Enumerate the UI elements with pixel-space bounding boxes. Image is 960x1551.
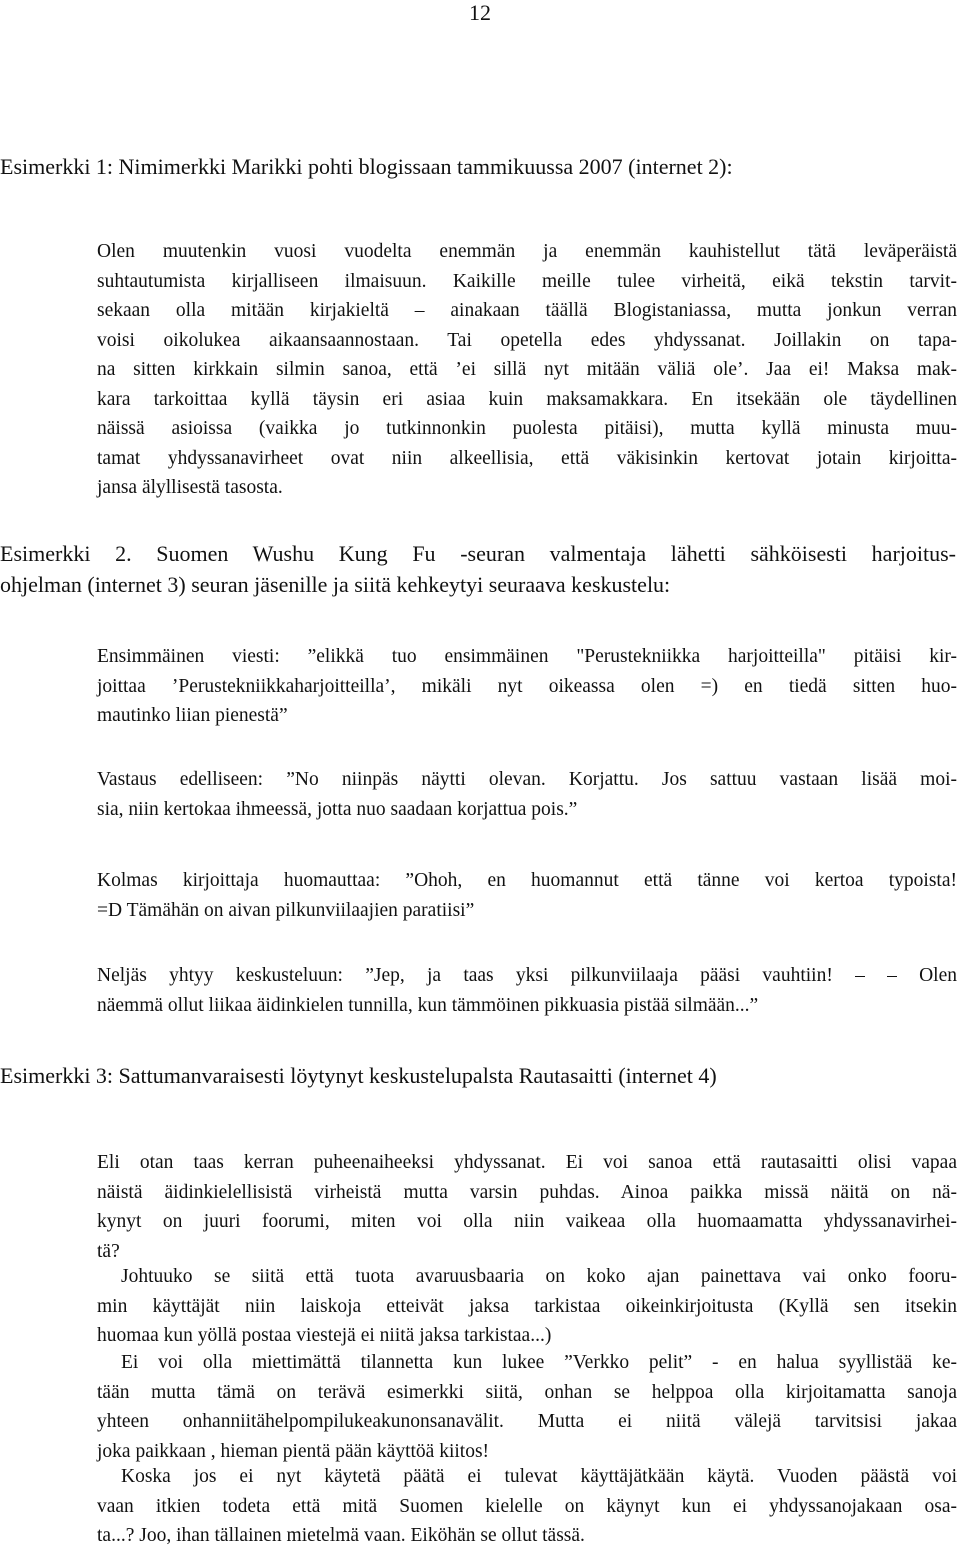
quote-line: Olen muutenkin vuosi vuodelta enemmän ja enemmän kauhistellut tätä leväperäistä [97, 241, 957, 262]
post-line: Ensimmäinen viesti: ”elikkä tuo ensimmäinen "Perustekniikka harjoitteilla" pitäisi kir- [97, 646, 957, 667]
example-3-paragraph-1 [97, 1148, 957, 1266]
quote-line: jansa älyllisestä tasosta. [97, 477, 283, 498]
page-number: 12 [469, 0, 491, 25]
example-3-paragraph-2 [97, 1262, 957, 1351]
paragraph-line: näistä äidinkielellisistä virheistä mutta varsin puhdas. Ainoa paikka missä näitä on nä- [97, 1181, 957, 1203]
paragraph-line: Ei voi olla miettimättä tilannetta kun lukee ”Verkko pelit” - en halua syyllistää ke- [121, 1352, 957, 1373]
quote-line: na sitten kirkkain silmin sanoa, että ’ei sillä nyt mitään väliä ole’. Jaa ei! Maksa mak- [97, 359, 957, 380]
post-line: Neljäs yhtyy keskusteluun: ”Jep, ja taas yksi pilkunviilaaja pääsi vauhtiin! – – Olen [97, 965, 957, 986]
example-2-post-4 [97, 961, 957, 1020]
post-line: Vastaus edelliseen: ”No niinpäs näytti olevan. Korjattu. Jos sattuu vastaan lisää moi- [97, 769, 957, 790]
paragraph-line: min käyttäjät niin laiskoja etteivät jaksa tarkistaa oikeinkirjoitusta (Kyllä sen itsekin [97, 1295, 957, 1317]
example-3-paragraph-3 [97, 1348, 957, 1466]
example-3-paragraph-4 [97, 1462, 957, 1551]
paragraph-line: tä? [97, 1240, 120, 1262]
example-2-intro [0, 538, 956, 600]
post-line: sia, niin kertokaa ihmeessä, jotta nuo saadaan korjattua pois.” [97, 798, 578, 820]
paragraph-line: tään mutta tämä on terävä esimerkki siitä, onhan se helppoa olla kirjoitamatta sanoja [97, 1381, 957, 1403]
quote-line: näissä asioissa (vaikka jo tutkinnonkin puolesta pitäisi), mutta kyllä minusta muu- [97, 418, 957, 439]
example-2-post-2 [97, 765, 957, 824]
quote-line: kara tarkoittaa kyllä täysin eri asiaa kuin maksamakkara. En itsekään ole täydellinen [97, 388, 957, 410]
post-line: =D Tämähän on aivan pilkunviilaajien paratiisi” [97, 899, 475, 921]
example-2-post-1 [97, 642, 957, 731]
intro-line: Esimerkki 2. Suomen Wushu Kung Fu -seuran valmentaja lähetti sähköisesti harjoitus- [0, 541, 956, 566]
paragraph-line: yhteen onhanniitähelpompilukeakunonsanavälit. Mutta ei niitä välejä tarvitsisi jakaa [97, 1411, 957, 1432]
paragraph-line: Johtuuko se siitä että tuota avaruusbaaria on koko ajan painettava vai onko fooru- [121, 1266, 957, 1287]
quote-line: voisi oikolukea aikaansaannostaan. Tai opetella edes yhdyssanat. Joillakin on tapa- [97, 329, 957, 351]
quote-line: tamat yhdyssanavirheet ovat niin alkeellisia, että väkisinkin kertovat jotain kirjoitta- [97, 447, 957, 469]
example-1-heading: Esimerkki 1: Nimimerkki Marikki pohti blogissaan tammikuussa 2007 (internet 2): [0, 154, 733, 179]
post-line: mautinko liian pienestä” [97, 705, 288, 726]
intro-line: ohjelman (internet 3) seuran jäsenille ja siitä kehkeytyi seuraava keskustelu: [0, 572, 671, 597]
quote-line: sekaan olla mitään kirjakieltä – ainakaan täällä Blogistaniassa, mutta jonkun verran [97, 300, 957, 321]
example-2-post-3 [97, 866, 957, 925]
paragraph-line: Koska jos ei nyt käytetä päätä ei tulevat käyttäjätkään käytä. Vuoden päästä voi [121, 1466, 957, 1487]
paragraph-line: ta...? Joo, ihan tällainen mietelmä vaan. Eiköhän se ollut tässä. [97, 1525, 585, 1546]
example-3-heading: Esimerkki 3: Sattumanvaraisesti löytynyt keskustelupalsta Rautasaitti (internet 4) [0, 1063, 717, 1088]
post-line: Kolmas kirjoittaja huomauttaa: ”Ohoh, en huomannut että tänne voi kertoa typoista! [97, 870, 957, 891]
paragraph-line: joka paikkaan , hieman pientä pään käyttöä kiitos! [97, 1440, 490, 1462]
post-line: näemmä ollut liikaa äidinkielen tunnilla, kun tämmöinen pikkuasia pistää silmään...” [97, 994, 759, 1016]
paragraph-line: huomaa kun yöllä postaa viestejä ei niitä jaksa tarkistaa...) [97, 1325, 552, 1346]
example-1-quote [97, 237, 957, 503]
quote-line: suhtautumista kirjalliseen ilmaisuun. Kaikille meille tulee virheitä, eikä tekstin tarvit- [97, 270, 957, 292]
paragraph-line: vaan itkien todeta että mitä Suomen kielelle on käynyt kun ei yhdyssanojakaan osa- [97, 1495, 957, 1517]
post-line: joittaa ’Perustekniikkaharjoitteilla’, mikäli nyt oikeassa olen =) en tiedä sitten huo- [97, 675, 957, 697]
paragraph-line: Eli otan taas kerran puheenaiheeksi yhdyssanat. Ei voi sanoa että rautasaitti olisi vapaa [97, 1152, 957, 1173]
paragraph-line: kynyt on juuri foorumi, miten voi olla niin vaikeaa olla huomaamatta yhdyssanavirhei- [97, 1211, 957, 1232]
